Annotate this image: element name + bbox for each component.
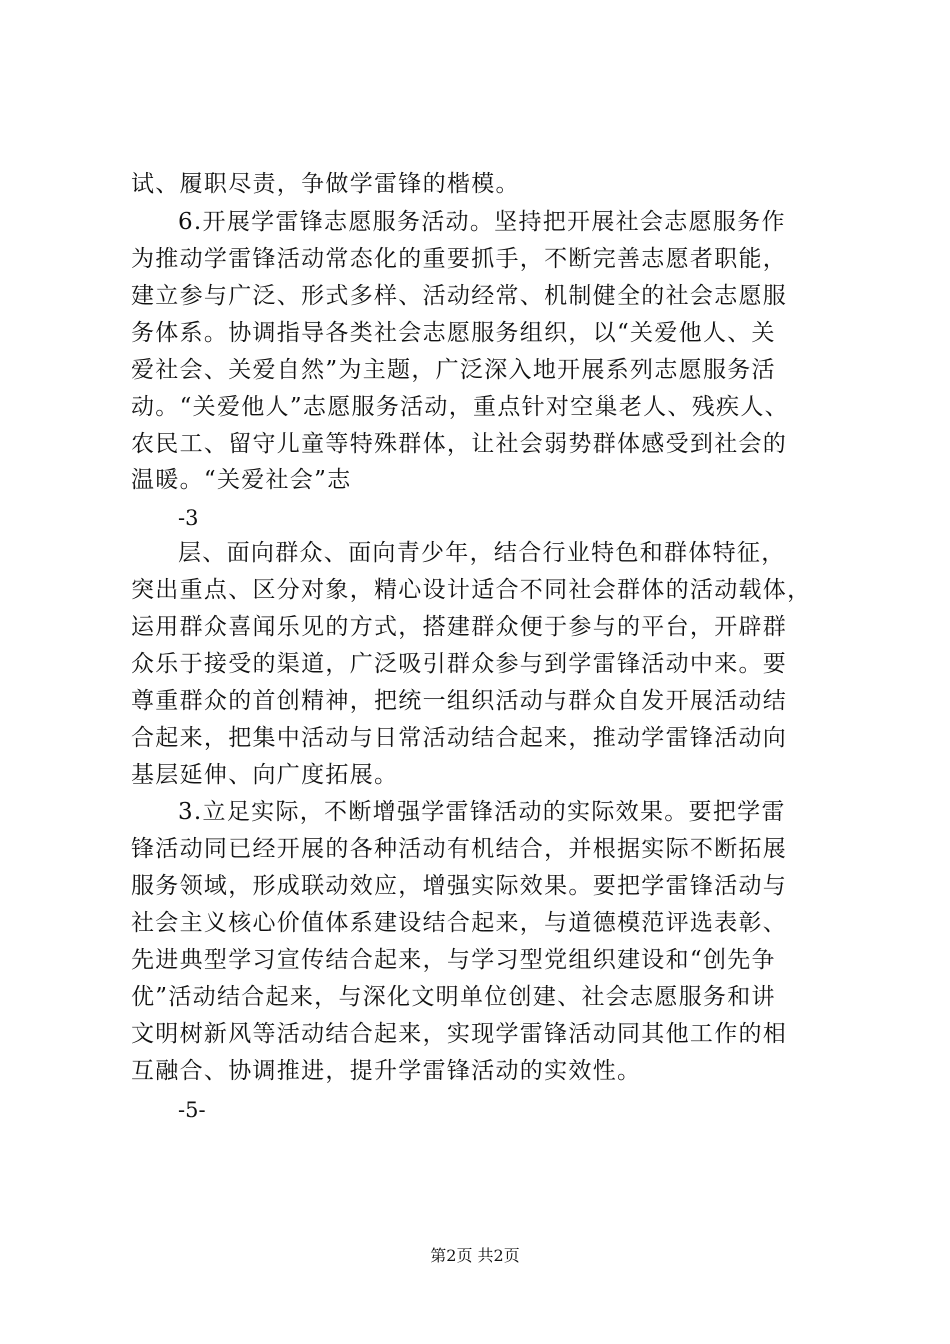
paragraph-line: 建立参与广泛、形式多样、活动经常、机制健全的社会志愿服 [131,283,788,309]
paragraph-line: 互融合、协调推进，提升学雷锋活动的实效性。 [131,1058,642,1084]
paragraph-line: 农民工、留守儿童等特殊群体，让社会弱势群体感受到社会的 [131,431,788,457]
paragraph-line: 务体系。协调指导各类社会志愿服务组织，以“关爱他人、关 [131,320,776,346]
paragraph-line: 运用群众喜闻乐见的方式，搭建群众便于参与的平台，开辟群 [131,614,788,640]
paragraph-line: 文明树新风等活动结合起来，实现学雷锋活动同其他工作的相 [131,1021,788,1047]
paragraph-line: 为推动学雷锋活动常态化的重要抓手，不断完善志愿者职能， [131,246,788,272]
paragraph-line: 合起来，把集中活动与日常活动结合起来，推动学雷锋活动向 [131,725,788,751]
paragraph-line: 爱社会、关爱自然”为主题，广泛深入地开展系列志愿服务活 [131,357,776,383]
paragraph-line: 尊重群众的首创精神，把统一组织活动与群众自发开展活动结 [131,688,788,714]
paragraph-line: 6.开展学雷锋志愿服务活动。坚持把开展社会志愿服务作 [178,209,786,235]
paragraph-line: 3.立足实际，不断增强学雷锋活动的实际效果。要把学雷 [178,799,786,825]
paragraph-line: 众乐于接受的渠道，广泛吸引群众参与到学雷锋活动中来。要 [131,651,788,677]
paragraph-line: 试、履职尽责，争做学雷锋的楷模。 [131,171,520,197]
paragraph-line: 优”活动结合起来，与深化文明单位创建、社会志愿服务和讲 [131,984,776,1010]
paragraph-line: 先进典型学习宣传结合起来，与学习型党组织建设和“创先争 [131,947,776,973]
paragraph-line: 突出重点、区分对象，精心设计适合不同社会群体的活动载体， [131,577,812,603]
paragraph-line: 层、面向群众、面向青少年，结合行业特色和群体特征， [178,540,786,566]
page-marker: -5- [178,1098,206,1122]
paragraph-line: 动。“关爱他人”志愿服务活动，重点针对空巢老人、残疾人、 [131,394,789,420]
paragraph-line: 锋活动同已经开展的各种活动有机结合，并根据实际不断拓展 [131,836,788,862]
paragraph-line: 基层延伸、向广度拓展。 [131,762,399,788]
paragraph-line: 温暖。“关爱社会”志 [131,467,352,493]
page-marker: -3 [178,506,199,530]
page-footer: 第2页 共2页 [430,1246,520,1265]
paragraph-line: 社会主义核心价值体系建设结合起来，与道德模范评选表彰、 [131,910,788,936]
paragraph-line: 服务领域，形成联动效应，增强实际效果。要把学雷锋活动与 [131,873,788,899]
